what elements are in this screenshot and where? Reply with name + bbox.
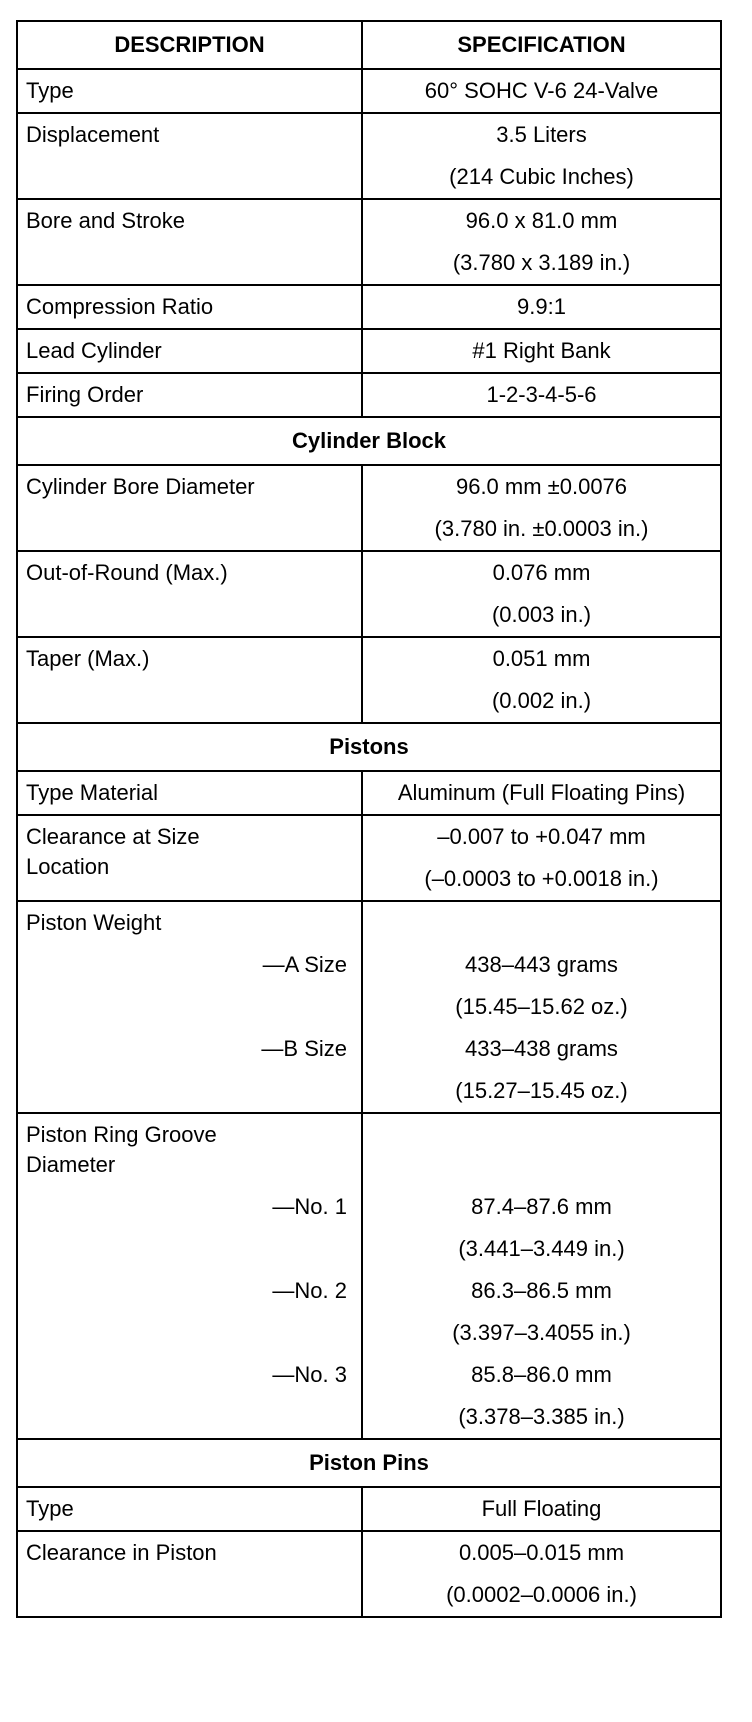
table-row-piston-clearance (17, 815, 721, 901)
description-cell: Taper (Max.) (17, 637, 362, 723)
description-cell: Firing Order (17, 373, 362, 417)
description-cell: Clearance in Piston (17, 1531, 362, 1617)
specification-table (16, 20, 722, 1618)
table-row-pin-clearance (17, 1531, 721, 1617)
specification-cell: 96.0 mm ±0.0076 (3.780 in. ±0.0003 in.) (362, 465, 721, 551)
specification-cell: 438–443 grams (15.45–15.62 oz.) 433–438 grams (15.27–15.45 oz.) (362, 901, 721, 1113)
description-cell: Lead Cylinder (17, 329, 362, 373)
table-row-pin-type (17, 1487, 721, 1531)
table-row-bore-stroke (17, 199, 721, 285)
description-cell: Type (17, 1487, 362, 1531)
section-cylinder-block (17, 417, 721, 465)
description-cell: Clearance at Size Location (17, 815, 362, 901)
specification-cell: Full Floating (362, 1487, 721, 1531)
header-specification: SPECIFICATION (362, 21, 721, 69)
table-row-ring-groove (17, 1113, 721, 1439)
description-cell: Piston Ring Groove Diameter —No. 1 —No. 2 —No. 3 (17, 1113, 362, 1439)
table-row-out-of-round (17, 551, 721, 637)
table-row-compression (17, 285, 721, 329)
table-row-type (17, 69, 721, 113)
table-row-piston-weight (17, 901, 721, 1113)
description-cell: Piston Weight —A Size —B Size (17, 901, 362, 1113)
description-cell: Type Material (17, 771, 362, 815)
section-pistons (17, 723, 721, 771)
specification-cell: 60° SOHC V-6 24-Valve (362, 69, 721, 113)
header-description: DESCRIPTION (17, 21, 362, 69)
table-row-firing-order (17, 373, 721, 417)
specification-cell: 0.051 mm (0.002 in.) (362, 637, 721, 723)
specification-cell: 0.076 mm (0.003 in.) (362, 551, 721, 637)
table-row-type-material (17, 771, 721, 815)
table-row-taper (17, 637, 721, 723)
table-row-lead-cylinder (17, 329, 721, 373)
description-cell: Bore and Stroke (17, 199, 362, 285)
specification-cell: 9.9:1 (362, 285, 721, 329)
section-piston-pins (17, 1439, 721, 1487)
specification-cell: Aluminum (Full Floating Pins) (362, 771, 721, 815)
description-cell: Displacement (17, 113, 362, 199)
description-cell: Type (17, 69, 362, 113)
header-row (17, 21, 721, 69)
section-title: Pistons (17, 723, 721, 771)
specification-cell: 3.5 Liters (214 Cubic Inches) (362, 113, 721, 199)
description-cell: Cylinder Bore Diameter (17, 465, 362, 551)
specification-cell: #1 Right Bank (362, 329, 721, 373)
specification-cell: 87.4–87.6 mm (3.441–3.449 in.) 86.3–86.5 mm (3.397–3.4055 in.) 85.8–86.0 mm (3.378–3.385 in.) (362, 1113, 721, 1439)
specification-cell: –0.007 to +0.047 mm (–0.0003 to +0.0018 in.) (362, 815, 721, 901)
specification-cell: 96.0 x 81.0 mm (3.780 x 3.189 in.) (362, 199, 721, 285)
section-title: Piston Pins (17, 1439, 721, 1487)
specification-cell: 1-2-3-4-5-6 (362, 373, 721, 417)
section-title: Cylinder Block (17, 417, 721, 465)
description-cell: Out-of-Round (Max.) (17, 551, 362, 637)
table-row-displacement (17, 113, 721, 199)
specification-cell: 0.005–0.015 mm (0.0002–0.0006 in.) (362, 1531, 721, 1617)
description-cell: Compression Ratio (17, 285, 362, 329)
table-row-bore-diameter (17, 465, 721, 551)
